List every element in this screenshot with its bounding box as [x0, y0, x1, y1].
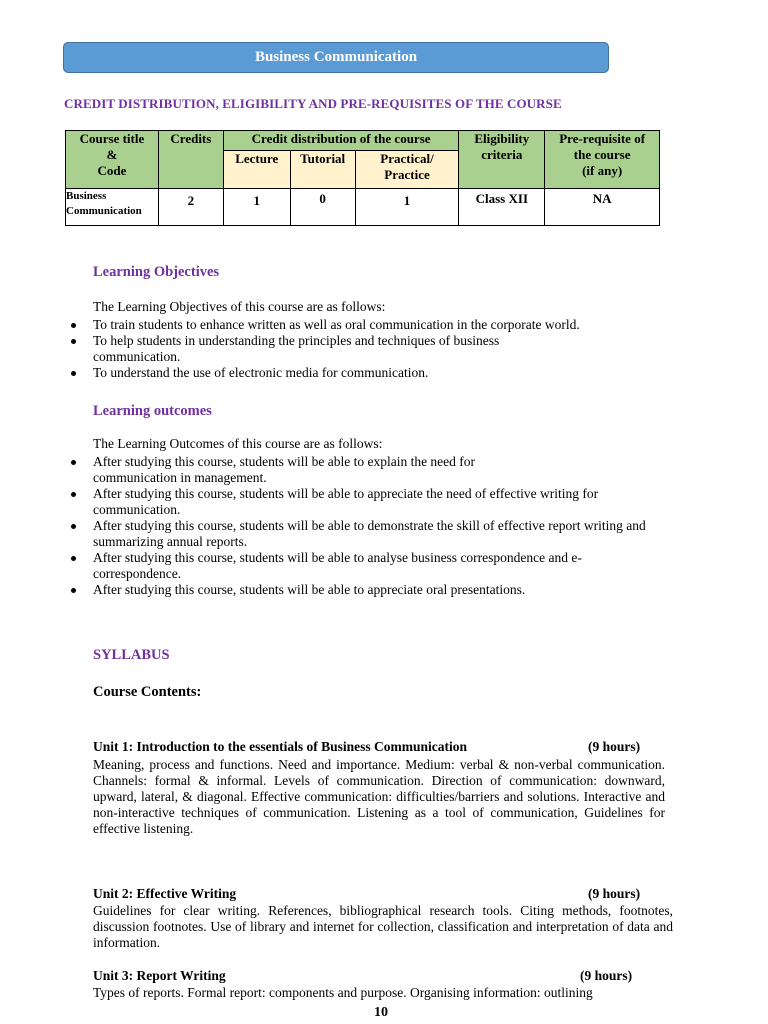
header-credit-distribution: Credit distribution of the course — [223, 131, 459, 151]
header-lecture: Lecture — [223, 151, 290, 189]
header-practical: Practical/ Practice — [355, 151, 459, 189]
unit-1-title: Unit 1: Introduction to the essentials of Business Communication — [93, 739, 468, 754]
cell-lecture: 1 — [223, 189, 290, 226]
cell-course: Business Communication — [66, 189, 159, 226]
list-item: After studying this course, students will be able to appreciate oral presentations. — [65, 582, 665, 598]
table-row — [66, 189, 660, 226]
cell-tutorial: 0 — [290, 189, 355, 226]
unit-1-body: Meaning, process and functions. Need and importance. Medium: verbal & non-verbal communication. Channels: formal & informal. Levels of communication. Direction of communication: downward, upward, lateral, & diagonal. Effective communication: difficulties/barriers and solutions. Interactive and non-interactive techniques of communication. Listening as a tool of communication, Guidelines for effective listening. — [93, 757, 665, 836]
objectives-heading: Learning Objectives — [93, 264, 220, 280]
cell-practical: 1 — [355, 189, 459, 226]
outcomes-list — [65, 454, 665, 598]
cell-prerequisite: NA — [545, 189, 660, 226]
credit-section-heading: CREDIT DISTRIBUTION, ELIGIBILITY AND PRE-REQUISITES OF THE COURSE — [64, 96, 562, 111]
cell-credits: 2 — [158, 189, 223, 226]
objectives-intro: The Learning Objectives of this course are as follows: — [93, 299, 386, 314]
header-tutorial: Tutorial — [290, 151, 355, 189]
list-item: After studying this course, students will be able to demonstrate the skill of effective report writing and summarizing annual reports. — [65, 518, 665, 550]
list-item: After studying this course, students will be able to appreciate the need of effective writing for communication. — [65, 486, 665, 518]
unit-3-title: Unit 3: Report Writing — [93, 968, 226, 983]
header-eligibility: Eligibility criteria — [459, 131, 545, 189]
unit-2-body: Guidelines for clear writing. References, bibliographical research tools. Citing methods, footnotes, discussion footnotes. Use of library and internet for collection, classification and interpretation of data and information. — [93, 903, 673, 950]
page-number: 10 — [374, 1005, 388, 1020]
unit-3-body: Types of reports. Formal report: components and purpose. Organising information: outlining — [93, 985, 593, 1000]
unit-3-hours: (9 hours) — [580, 968, 633, 983]
syllabus-heading: SYLLABUS — [93, 647, 170, 663]
cell-eligibility: Class XII — [459, 189, 545, 226]
list-item: To help students in understanding the principles and techniques of business communication. — [65, 333, 665, 365]
unit-2-title: Unit 2: Effective Writing — [93, 886, 237, 901]
credit-distribution-table — [65, 130, 660, 226]
unit-1-hours: (9 hours) — [588, 739, 641, 754]
unit-2-hours: (9 hours) — [588, 886, 641, 901]
header-credits: Credits — [158, 131, 223, 189]
outcomes-heading: Learning outcomes — [93, 403, 212, 419]
course-title: Business Communication — [254, 49, 418, 65]
header-course-title: Course title & Code — [66, 131, 159, 189]
header-prerequisite: Pre-requisite of the course (if any) — [545, 131, 660, 189]
list-item: After studying this course, students will be able to analyse business correspondence and e-correspondence. — [65, 550, 665, 582]
course-contents-label: Course Contents: — [93, 684, 202, 700]
list-item: To understand the use of electronic media for communication. — [65, 365, 665, 381]
list-item: After studying this course, students will be able to explain the need for communication in management. — [65, 454, 665, 486]
objectives-list — [65, 317, 665, 381]
list-item: To train students to enhance written as well as oral communication in the corporate world. — [65, 317, 665, 333]
course-title-banner — [63, 42, 609, 73]
outcomes-intro: The Learning Outcomes of this course are as follows: — [93, 436, 383, 451]
